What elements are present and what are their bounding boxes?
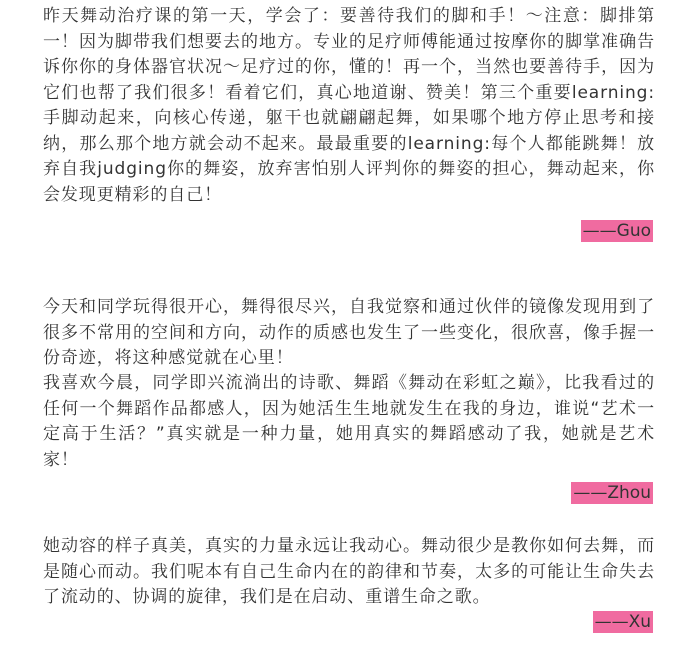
signature-zhou: ——Zhou xyxy=(573,483,651,503)
entry-zhou-paragraph-2: 我喜欢今晨，同学即兴流淌出的诗歌、舞蹈《舞动在彩虹之巅》，比我看过的任何一个舞蹈作品都感人，因为她活生生地就发生在我的身边，谁说“艺术一定高于生活？”真实就是一种力量，她用真实的舞蹈感动了我，她就是艺术家！ xyxy=(43,373,655,470)
signature-guo: ——Guo xyxy=(582,221,651,241)
entry-xu-paragraph: 她动容的样子真美，真实的力量永远让我动心。舞动很少是教你如何去舞，而是随心而动。我们呢本有自己生命内在的韵律和节奏，太多的可能让生命失去了流动的、协调的旋律，我们是在启动、重谱生命之歌。 xyxy=(43,536,655,607)
signature-xu: ——Xu xyxy=(594,612,651,632)
entry-zhou-paragraph-1: 今天和同学玩得很开心，舞得很尽兴，自我觉察和通过伙伴的镜像发现用到了很多不常用的空间和方向，动作的质感也发生了一些变化，很欣喜，像手握一份奇迹，将这种感觉就在心里！ xyxy=(43,297,655,368)
entry-guo-paragraph: 昨天舞动治疗课的第一天，学会了：要善待我们的脚和手！〜注意：脚排第一！因为脚带我们想要去的地方。专业的足疗师傅能通过按摩你的脚掌准确告诉你你的身体器官状况〜足疗过的你，懂的！再一个，当然也要善待手，因为它们也帮了我们很多！看着它们，真心地道谢、赞美！第三个重要learning:手脚动起来，向核心传递，躯干也就翩翩起舞，如果哪个地方停止思考和接纳，那么那个地方就会动不起来。最最重要的learning:每个人都能跳舞！放弃自我judging你的舞姿，放弃害怕别人评判你的舞姿的担心，舞动起来，你会发现更精彩的自己！ xyxy=(43,6,655,205)
